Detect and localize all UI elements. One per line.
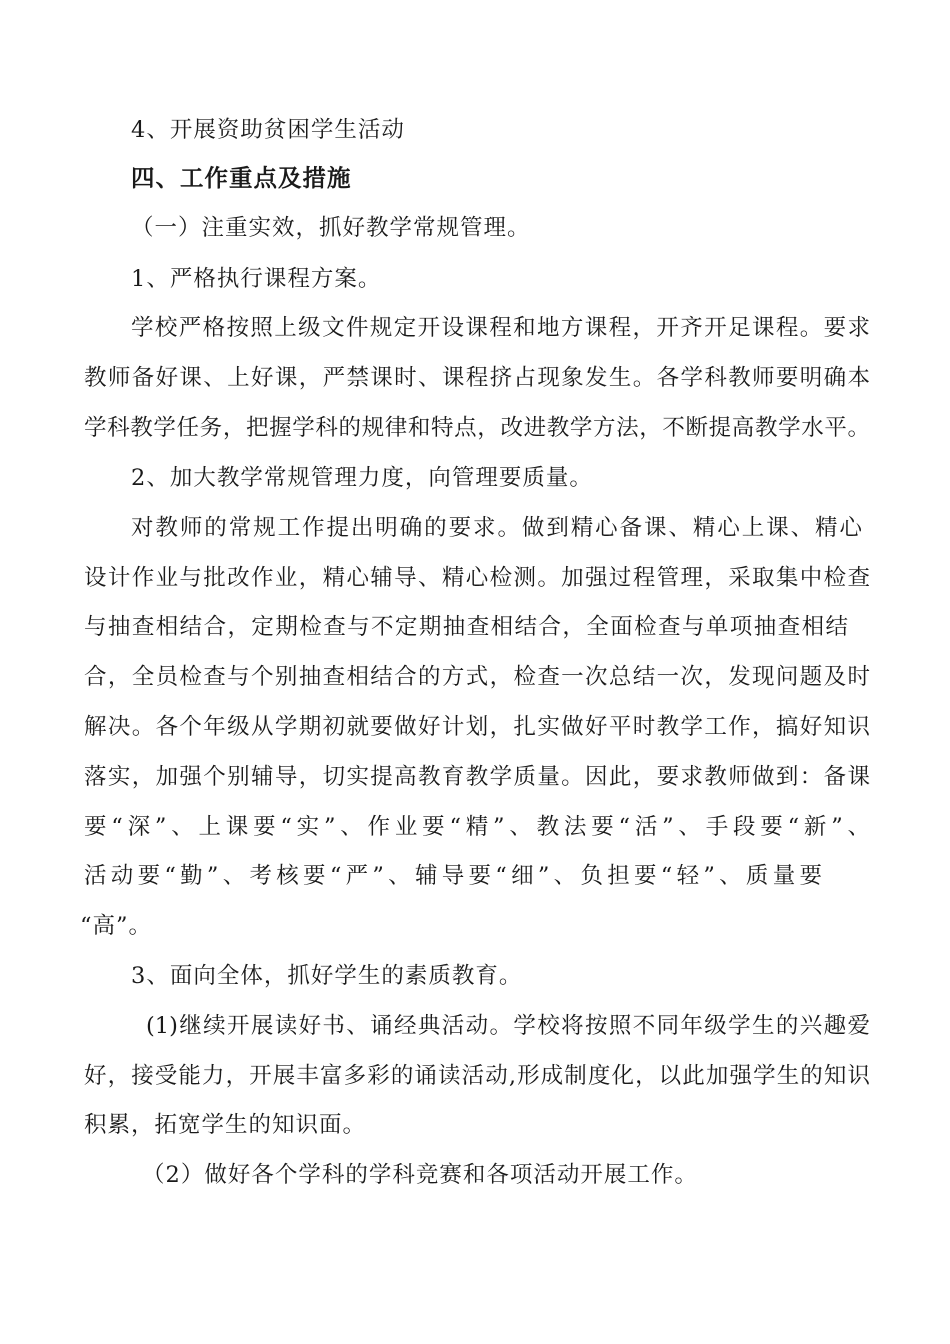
paragraph-line: (1)继续开展读好书、诵经典活动。学校将按照不同年级学生的兴趣爱 bbox=[146, 1013, 870, 1039]
paragraph-line: “高”。 bbox=[80, 913, 153, 939]
item-heading-3: 3、面向全体，抓好学生的素质教育。 bbox=[131, 963, 523, 989]
paragraph-line: 学校严格按照上级文件规定开设课程和地方课程，开齐开足课程。要求 bbox=[131, 315, 870, 341]
paragraph-line: 与抽查相结合，定期检查与不定期抽查相结合，全面检查与单项抽查相结 bbox=[84, 614, 848, 640]
paragraph-line: 积累，拓宽学生的知识面。 bbox=[84, 1112, 367, 1138]
item-heading-sub-2: （2）做好各个学科的学科竞赛和各项活动开展工作。 bbox=[142, 1162, 698, 1188]
paragraph-line: 要“深”、上课要“实”、作业要“精”、教法要“活”、手段要“新”、 bbox=[84, 814, 870, 840]
paragraph-line: 教师备好课、上好课，严禁课时、课程挤占现象发生。各学科教师要明确本 bbox=[84, 365, 870, 391]
section-heading: 四、工作重点及措施 bbox=[131, 164, 352, 192]
item-heading-1: 1、严格执行课程方案。 bbox=[131, 266, 382, 292]
paragraph-line: 好，接受能力，开展丰富多彩的诵读活动,形成制度化，以此加强学生的知识 bbox=[84, 1063, 870, 1089]
paragraph-line: 对教师的常规工作提出明确的要求。做到精心备课、精心上课、精心 bbox=[131, 515, 862, 541]
paragraph-line: 落实，加强个别辅导，切实提高教育教学质量。因此，要求教师做到：备课 bbox=[84, 764, 870, 790]
paragraph-line: 学科教学任务，把握学科的规律和特点，改进教学方法，不断提高教学水平。 bbox=[84, 415, 870, 441]
item-heading-2: 2、加大教学常规管理力度，向管理要质量。 bbox=[131, 465, 593, 491]
paragraph-line: 设计作业与批改作业，精心辅导、精心检测。加强过程管理，采取集中检查 bbox=[84, 565, 870, 591]
list-item-4: 4、开展资助贫困学生活动 bbox=[131, 117, 405, 143]
paragraph-line: 解决。各个年级从学期初就要做好计划，扎实做好平时教学工作，搞好知识 bbox=[84, 714, 870, 740]
paragraph-line: 合，全员检查与个别抽查相结合的方式，检查一次总结一次，发现问题及时 bbox=[84, 664, 870, 690]
paragraph-line: 活动要“勤”、考核要“严”、辅导要“细”、负担要“轻”、质量要 bbox=[84, 863, 822, 889]
subsection-heading: （一）注重实效，抓好教学常规管理。 bbox=[131, 215, 531, 241]
